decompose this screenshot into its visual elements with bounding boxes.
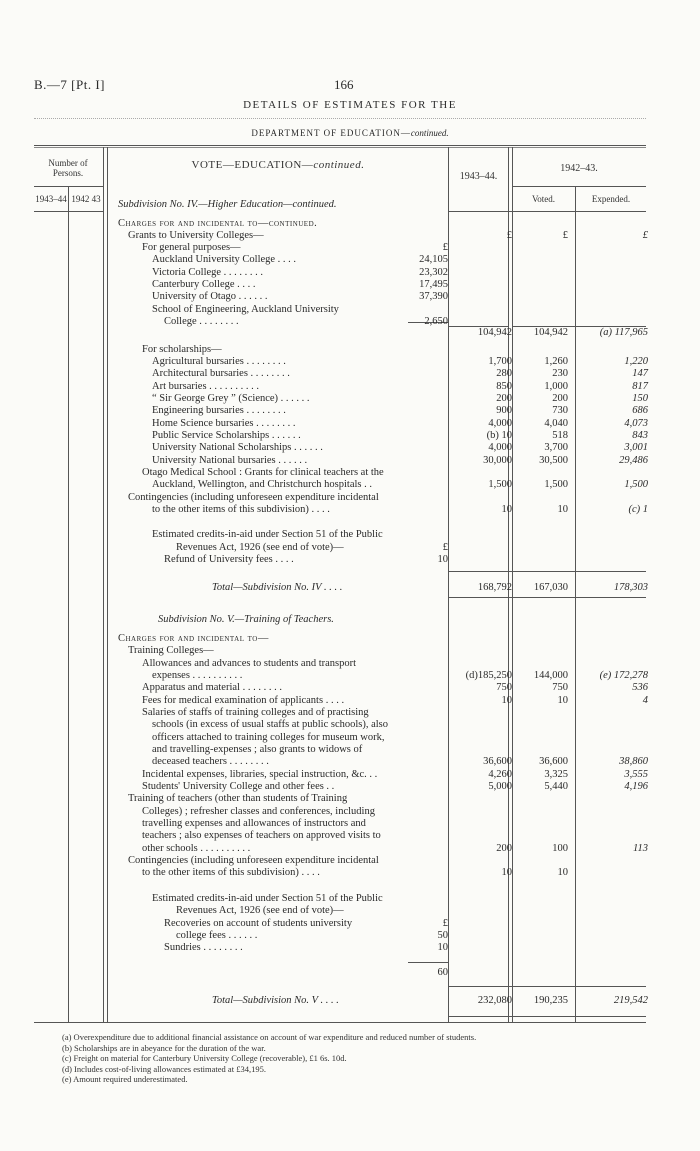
total-iv-underline <box>448 597 646 598</box>
estimate-row <box>0 966 700 979</box>
row-label: Public Service Scholarships . . . . . . <box>152 430 301 441</box>
detail-amount: £ <box>442 918 448 929</box>
detail-amount: 24,105 <box>419 254 448 265</box>
estimate-amount: 200 <box>496 843 512 854</box>
voted-amount: 230 <box>552 368 568 379</box>
title-divider <box>34 118 646 119</box>
estimate-row <box>0 553 700 566</box>
row-label: Recoveries on account of students university <box>164 918 353 929</box>
persons-1942-header: 1942 43 <box>71 194 101 204</box>
total-iv-rule <box>448 571 646 572</box>
prior-year-header: 1942–43. <box>560 163 598 174</box>
expended-amount: (c) 1 <box>628 504 648 515</box>
row-label: college fees . . . . . . <box>176 930 258 941</box>
estimate-row <box>0 253 700 266</box>
expended-amount: 219,542 <box>613 995 648 1006</box>
voted-amount: 190,235 <box>533 995 568 1006</box>
vote-title-continued: continued. <box>313 159 365 171</box>
row-label: For scholarships— <box>142 344 222 355</box>
estimate-amount: 900 <box>496 405 512 416</box>
voted-amount: 10 <box>557 504 568 515</box>
detail-amount: £ <box>442 242 448 253</box>
row-label: to the other items of this subdivision) . . . . <box>152 504 330 515</box>
estimate-amount: 4,000 <box>488 418 512 429</box>
row-label: Allowances and advances to students and transport <box>142 658 357 669</box>
estimate-amount: 850 <box>496 381 512 392</box>
estimate-row <box>0 829 700 842</box>
voted-amount: 4,040 <box>544 418 568 429</box>
estimate-amount: 10 <box>501 504 512 515</box>
expended-amount: 1,500 <box>624 479 648 490</box>
voted-amount: 1,000 <box>544 381 568 392</box>
estimate-row <box>0 326 700 339</box>
footnote: (c) Freight on material for Canterbury University College (recoverable), £1 6s. 10d. <box>62 1053 347 1063</box>
voted-amount: 10 <box>557 695 568 706</box>
row-label: Total—Subdivision No. V . . . . <box>212 995 339 1006</box>
row-label: schools (in excess of usual staffs at public schools), also <box>152 719 389 730</box>
row-label: Charges for and incidental to—continued. <box>118 218 318 229</box>
estimate-amount: 4,000 <box>488 442 512 453</box>
credits-sum-rule <box>408 962 448 963</box>
row-label: Charges for and incidental to— <box>118 633 269 644</box>
row-label: teachers ; also expenses of teachers on approved visits to <box>142 830 381 841</box>
page-number: 166 <box>334 77 354 92</box>
row-label: Apparatus and material . . . . . . . . <box>142 682 282 693</box>
expended-amount: 1,220 <box>624 356 648 367</box>
row-label: Sundries . . . . . . . . <box>164 942 243 953</box>
voted-header: Voted. <box>531 194 556 204</box>
expended-amount: (e) 172,278 <box>599 670 648 681</box>
row-label: Estimated credits-in-aid under Section 51 of the Public <box>152 893 383 904</box>
vote-title <box>108 160 448 170</box>
detail-amount: 60 <box>437 967 448 978</box>
estimate-amount: 750 <box>496 682 512 693</box>
persons-1943-header: 1943–44 <box>35 194 67 204</box>
footnote: (a) Overexpenditure due to additional financial assistance on account of war expenditure and reduced number of students. <box>62 1032 477 1042</box>
row-label: Contingencies (including unforeseen expenditure incidental <box>128 855 379 866</box>
row-label: Fees for medical examination of applicants . . . . <box>142 695 345 706</box>
row-label: Revenues Act, 1926 (see end of vote)— <box>176 905 344 916</box>
estimate-row <box>0 290 700 303</box>
estimate-amount: 36,600 <box>483 756 512 767</box>
estimate-row <box>0 718 700 731</box>
row-label: Grants to University Colleges— <box>128 230 264 241</box>
expended-amount: 147 <box>632 368 648 379</box>
row-label: Training Colleges— <box>128 645 214 656</box>
voted-amount: 30,500 <box>539 455 568 466</box>
total-underline <box>448 1016 646 1017</box>
voted-amount: 36,600 <box>539 756 568 767</box>
estimate-row <box>0 503 700 516</box>
expended-amount: £ <box>642 230 648 241</box>
document-reference: B.—7 [Pt. I] <box>34 77 105 92</box>
footnote: (d) Includes cost-of-living allowances estimated at £34,195. <box>62 1063 266 1074</box>
detail-amount: 37,390 <box>419 291 448 302</box>
row-label: Students' University College and other fees . . <box>142 781 335 792</box>
department-name: DEPARTMENT OF EDUCATION— <box>251 128 411 138</box>
row-label: and travelling-expenses ; also grants to widows of <box>152 744 363 755</box>
detail-amount: 10 <box>437 554 448 565</box>
expended-amount: (a) 117,965 <box>599 327 648 338</box>
row-label: travelling expenses and allowances of instructors and <box>142 818 366 829</box>
row-label: University National Scholarships . . . . . . <box>152 442 323 453</box>
estimate-row <box>0 994 700 1007</box>
expended-amount: 4,073 <box>624 418 648 429</box>
expended-amount: 817 <box>632 381 648 392</box>
row-label: Otago Medical School : Grants for clinical teachers at the <box>142 467 384 478</box>
voted-amount: 144,000 <box>533 670 568 681</box>
row-label: Training of teachers (other than students of Training <box>128 793 348 804</box>
estimate-row <box>0 644 700 657</box>
row-label: Incidental expenses, libraries, special instruction, &c. . . <box>142 769 378 780</box>
estimate-amount: 10 <box>501 867 512 878</box>
detail-amount: 2,650 <box>424 316 448 327</box>
estimate-amount: 30,000 <box>483 455 512 466</box>
row-label: Canterbury College . . . . <box>152 279 256 290</box>
expended-amount: 38,860 <box>619 756 648 767</box>
expended-amount: 843 <box>632 430 648 441</box>
estimate-amount: 200 <box>496 393 512 404</box>
voted-amount: 200 <box>552 393 568 404</box>
estimate-amount: (d)185,250 <box>465 670 512 681</box>
estimate-amount: 1,700 <box>488 356 512 367</box>
footnote: (b) Scholarships are in abeyance for the duration of the war. <box>62 1042 266 1053</box>
estimate-amount: 1,500 <box>488 479 512 490</box>
department-continued: continued. <box>410 128 449 138</box>
voted-amount: 730 <box>552 405 568 416</box>
estimate-year-header: 1943–44. <box>459 171 498 182</box>
estimate-row <box>0 367 700 380</box>
prior-year-rule <box>512 186 646 187</box>
row-label: Engineering bursaries . . . . . . . . <box>152 405 286 416</box>
voted-amount: 1,260 <box>544 356 568 367</box>
expended-amount: 4,196 <box>624 781 648 792</box>
estimate-row <box>0 792 700 805</box>
row-label: deceased teachers . . . . . . . . <box>152 756 269 767</box>
estimate-amount: 168,792 <box>477 582 512 593</box>
expended-amount: 178,303 <box>613 582 648 593</box>
estimate-amount: 4,260 <box>488 769 512 780</box>
department-heading <box>0 128 700 138</box>
detail-amount: £ <box>442 542 448 553</box>
row-label: Salaries of staffs of training colleges and of practising <box>142 707 369 718</box>
row-label: School of Engineering, Auckland University <box>152 304 339 315</box>
row-label: Art bursaries . . . . . . . . . . <box>152 381 260 392</box>
estimate-row <box>0 904 700 917</box>
voted-amount: 100 <box>552 843 568 854</box>
expended-amount: 4 <box>642 695 648 706</box>
expended-amount: 113 <box>633 843 648 854</box>
estimate-amount: 104,942 <box>477 327 512 338</box>
estimate-amount: 5,000 <box>488 781 512 792</box>
row-label: Estimated credits-in-aid under Section 51 of the Public <box>152 529 383 540</box>
footnotes <box>62 1032 476 1085</box>
row-label: other schools . . . . . . . . . . <box>142 843 251 854</box>
estimate-amount: 10 <box>501 695 512 706</box>
row-label: Auckland, Wellington, and Christchurch hospitals . . <box>152 479 373 490</box>
detail-amount: 50 <box>437 930 448 941</box>
expended-header: Expended. <box>591 194 631 204</box>
estimate-amount: 232,080 <box>477 995 512 1006</box>
persons-subheader-rule <box>34 211 104 212</box>
row-label: Victoria College . . . . . . . . <box>152 267 264 278</box>
voted-amount: 10 <box>557 867 568 878</box>
estimate-row <box>0 613 700 626</box>
row-label: College . . . . . . . . <box>164 316 239 327</box>
expended-amount: 686 <box>632 405 648 416</box>
row-label: Architectural bursaries . . . . . . . . <box>152 368 290 379</box>
row-label: Refund of University fees . . . . <box>164 554 294 565</box>
row-label: Auckland University College . . . . <box>152 254 297 265</box>
vote-title-text: VOTE—EDUCATION— <box>191 159 314 171</box>
voted-amount: 5,440 <box>544 781 568 792</box>
voted-amount: 167,030 <box>533 582 568 593</box>
number-of-persons-header: Number of Persons. <box>48 158 88 178</box>
row-label: officers attached to training colleges for museum work, <box>152 732 385 743</box>
estimate-row <box>0 528 700 541</box>
table-top-rule-inner <box>34 147 646 148</box>
row-label: Agricultural bursaries . . . . . . . . <box>152 356 286 367</box>
voted-amount: 1,500 <box>544 479 568 490</box>
persons-header-rule <box>34 186 104 187</box>
row-label: expenses . . . . . . . . . . <box>152 670 243 681</box>
amount-header-rule <box>448 211 646 212</box>
page-title: DETAILS OF ESTIMATES FOR THE <box>243 99 457 111</box>
estimate-amount: 280 <box>496 368 512 379</box>
expended-amount: 3,555 <box>624 769 648 780</box>
estimate-row <box>0 866 700 879</box>
estimate-row <box>0 581 700 594</box>
voted-amount: 3,700 <box>544 442 568 453</box>
voted-amount: 3,325 <box>544 769 568 780</box>
table-bottom-rule <box>34 1022 646 1023</box>
row-label: Revenues Act, 1926 (see end of vote)— <box>176 542 344 553</box>
row-label: Colleges) ; refresher classes and conferences, including <box>142 806 375 817</box>
estimate-row <box>0 478 700 491</box>
voted-amount: 750 <box>552 682 568 693</box>
voted-amount: 104,942 <box>533 327 568 338</box>
row-label: Subdivision No. V.—Training of Teachers. <box>158 614 334 625</box>
estimate-row <box>0 681 700 694</box>
expended-amount: 3,001 <box>624 442 648 453</box>
estimate-row <box>0 198 700 211</box>
expended-amount: 536 <box>632 682 648 693</box>
voted-amount: £ <box>562 230 568 241</box>
row-label: Subdivision No. IV.—Higher Education—continued. <box>118 199 337 210</box>
row-label: “ Sir George Grey ” (Science) . . . . . . <box>152 393 310 404</box>
row-label: University of Otago . . . . . . <box>152 291 268 302</box>
row-label: University National bursaries . . . . . . <box>152 455 308 466</box>
estimate-amount: £ <box>506 230 512 241</box>
estimate-amount: (b) 10 <box>486 430 512 441</box>
estimate-row <box>0 441 700 454</box>
row-label: Home Science bursaries . . . . . . . . <box>152 418 296 429</box>
row-label: Contingencies (including unforeseen expenditure incidental <box>128 492 379 503</box>
detail-amount: 23,302 <box>419 267 448 278</box>
row-label: For general purposes— <box>142 242 241 253</box>
total-v-rule <box>448 986 646 987</box>
detail-amount: 17,495 <box>419 279 448 290</box>
row-label: Total—Subdivision No. IV . . . . <box>212 582 343 593</box>
expended-amount: 150 <box>632 393 648 404</box>
expended-amount: 29,486 <box>619 455 648 466</box>
row-label: to the other items of this subdivision) . . . . <box>142 867 320 878</box>
estimate-row <box>0 404 700 417</box>
voted-amount: 518 <box>552 430 568 441</box>
estimate-row <box>0 941 700 954</box>
estimate-row <box>0 755 700 768</box>
detail-amount: 10 <box>437 942 448 953</box>
footnote: (e) Amount required underestimated. <box>62 1074 188 1084</box>
table-top-rule <box>34 145 646 146</box>
